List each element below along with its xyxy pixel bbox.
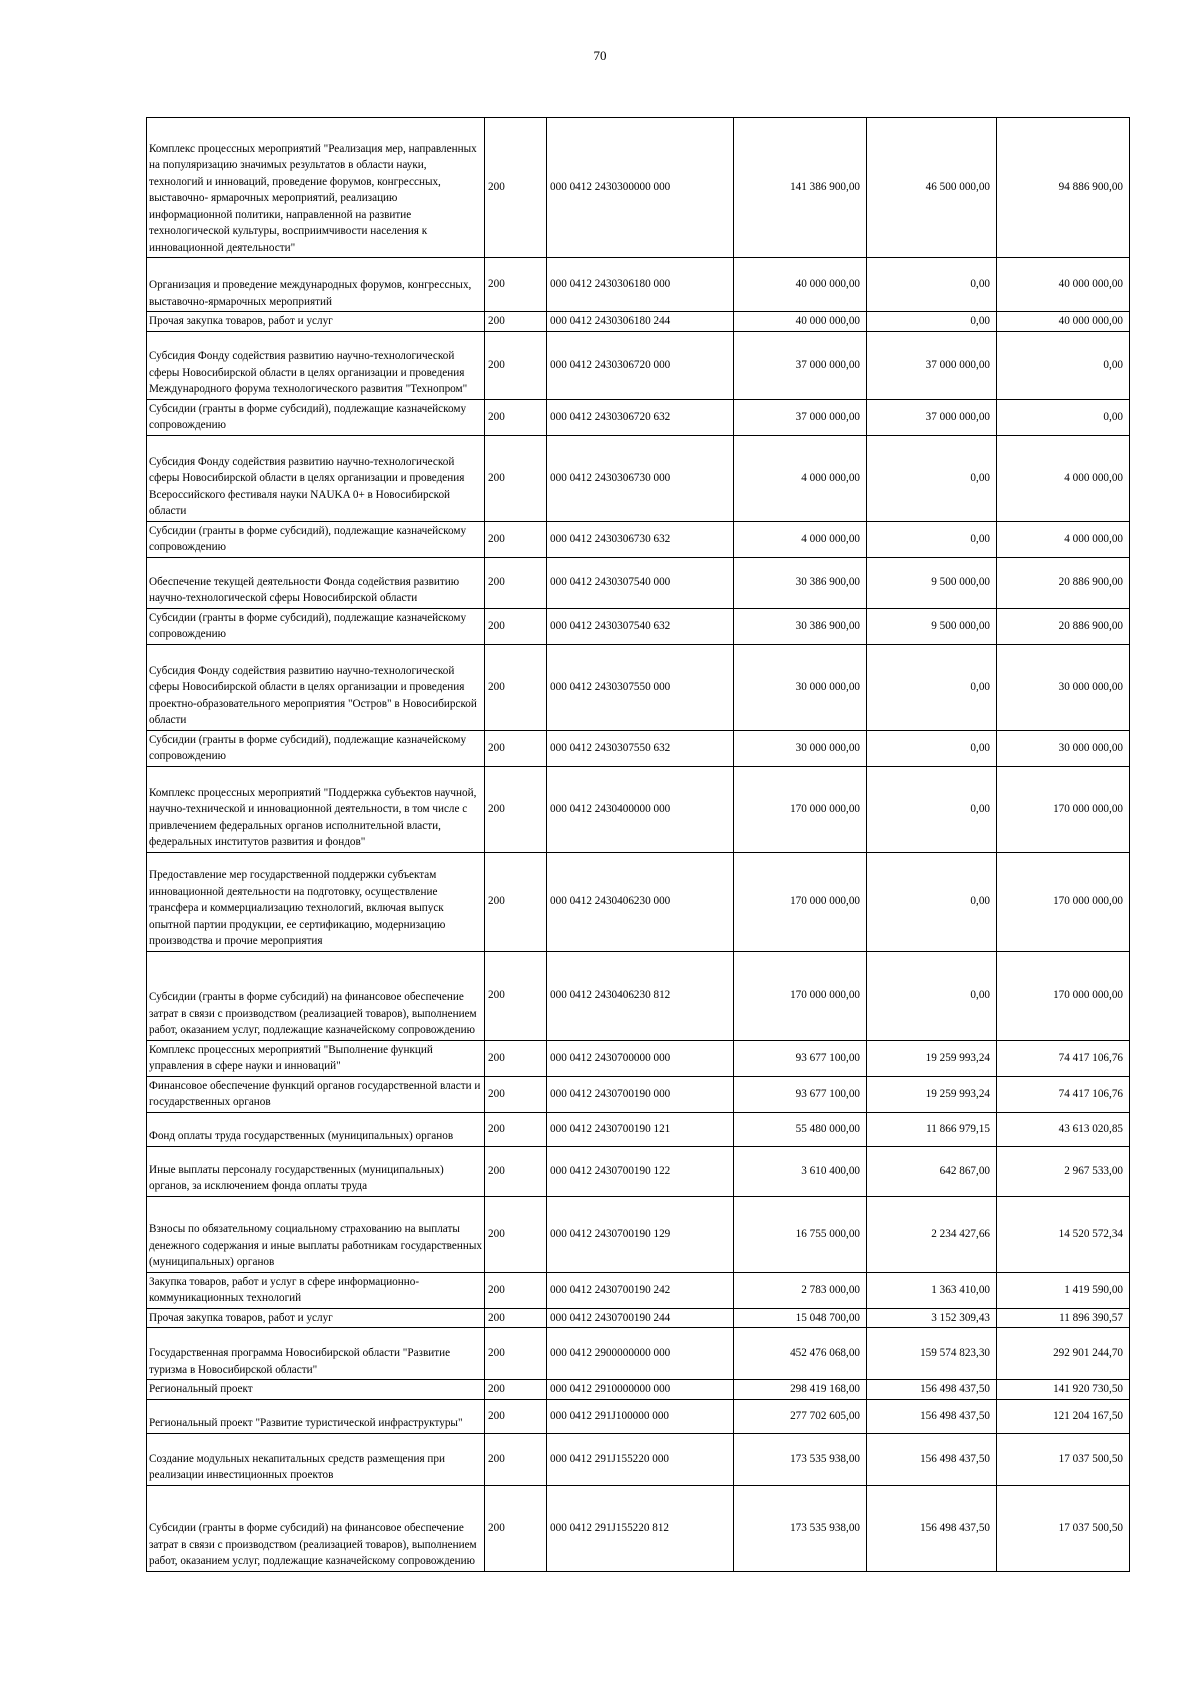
row-name-cell: Субсидии (гранты в форме субсидий), подлежащие казначейскому сопровождению — [147, 521, 485, 557]
row-budget-code-cell: 000 0412 2430700190 242 — [547, 1272, 734, 1308]
row-name-cell: Региональный проект — [147, 1380, 485, 1400]
row-executed-amount-cell: 11 866 979,15 — [867, 1112, 997, 1146]
row-code-cell: 200 — [485, 1328, 547, 1380]
row-budget-code-cell: 000 0412 2430307550 000 — [547, 644, 734, 730]
row-code-cell: 200 — [485, 435, 547, 521]
row-executed-amount-cell: 9 500 000,00 — [867, 608, 997, 644]
row-name-cell: Субсидии (гранты в форме субсидий), подлежащие казначейскому сопровождению — [147, 399, 485, 435]
row-budget-code-cell: 000 0412 2430700190 121 — [547, 1112, 734, 1146]
row-budget-code-cell: 000 0412 291J155220 812 — [547, 1485, 734, 1571]
row-name-cell: Создание модульных некапитальных средств размещения при реализации инвестиционных проектов — [147, 1433, 485, 1485]
row-executed-amount-cell: 37 000 000,00 — [867, 331, 997, 399]
row-budget-code-cell: 000 0412 2430306730 000 — [547, 435, 734, 521]
row-approved-amount-cell: 2 783 000,00 — [734, 1272, 867, 1308]
row-code-cell: 200 — [485, 1076, 547, 1112]
row-remaining-amount-cell: 17 037 500,50 — [997, 1485, 1130, 1571]
row-name-cell: Субсидии (гранты в форме субсидий) на финансовое обеспечение затрат в связи с производством (реализацией товаров), выполнением работ, оказанием услуг, подлежащие казначейскому сопровождению — [147, 1485, 485, 1571]
row-executed-amount-cell: 156 498 437,50 — [867, 1380, 997, 1400]
row-budget-code-cell: 000 0412 2430306720 632 — [547, 399, 734, 435]
table-row — [147, 258, 1130, 312]
row-name-cell: Государственная программа Новосибирской области "Развитие туризма в Новосибирской области" — [147, 1328, 485, 1380]
row-approved-amount-cell: 93 677 100,00 — [734, 1076, 867, 1112]
table-row — [147, 1076, 1130, 1112]
table-row — [147, 1380, 1130, 1400]
row-code-cell: 200 — [485, 1146, 547, 1196]
row-executed-amount-cell: 0,00 — [867, 766, 997, 852]
row-remaining-amount-cell: 94 886 900,00 — [997, 118, 1130, 258]
row-code-cell: 200 — [485, 852, 547, 951]
row-remaining-amount-cell: 14 520 572,34 — [997, 1196, 1130, 1272]
row-budget-code-cell: 000 0412 2430700190 244 — [547, 1308, 734, 1328]
row-name-cell: Обеспечение текущей деятельности Фонда содействия развитию научно-технологической сферы Новосибирской области — [147, 557, 485, 608]
row-budget-code-cell: 000 0412 2430700000 000 — [547, 1040, 734, 1076]
row-executed-amount-cell: 19 259 993,24 — [867, 1076, 997, 1112]
table-row — [147, 730, 1130, 766]
row-code-cell: 200 — [485, 1308, 547, 1328]
row-code-cell: 200 — [485, 331, 547, 399]
table-row — [147, 1433, 1130, 1485]
table-row — [147, 1196, 1130, 1272]
row-budget-code-cell: 000 0412 2430400000 000 — [547, 766, 734, 852]
table-row — [147, 852, 1130, 951]
row-approved-amount-cell: 298 419 168,00 — [734, 1380, 867, 1400]
row-executed-amount-cell: 46 500 000,00 — [867, 118, 997, 258]
row-name-cell: Субсидия Фонду содействия развитию научно-технологической сферы Новосибирской области в целях организации и проведения Международного форума технологического развития "Технопром" — [147, 331, 485, 399]
row-name-cell: Комплекс процессных мероприятий "Реализация мер, направленных на популяризацию значимых результатов в области науки, технологий и инноваций, проведение форумов, конгрессных, выставочно- ярмарочных мероприятий, реализацию информационной политики, направленной на развитие технологической культуры, восприимчивости населения к инновационной деятельности" — [147, 118, 485, 258]
row-budget-code-cell: 000 0412 2430700190 129 — [547, 1196, 734, 1272]
row-approved-amount-cell: 15 048 700,00 — [734, 1308, 867, 1328]
row-code-cell: 200 — [485, 399, 547, 435]
row-approved-amount-cell: 170 000 000,00 — [734, 766, 867, 852]
row-executed-amount-cell: 3 152 309,43 — [867, 1308, 997, 1328]
row-executed-amount-cell: 0,00 — [867, 435, 997, 521]
row-executed-amount-cell: 0,00 — [867, 852, 997, 951]
row-code-cell: 200 — [485, 951, 547, 1040]
row-approved-amount-cell: 55 480 000,00 — [734, 1112, 867, 1146]
row-budget-code-cell: 000 0412 2430406230 000 — [547, 852, 734, 951]
budget-table — [146, 117, 1130, 1572]
row-executed-amount-cell: 19 259 993,24 — [867, 1040, 997, 1076]
row-budget-code-cell: 000 0412 2430300000 000 — [547, 118, 734, 258]
row-executed-amount-cell: 2 234 427,66 — [867, 1196, 997, 1272]
row-remaining-amount-cell: 40 000 000,00 — [997, 258, 1130, 312]
row-remaining-amount-cell: 20 886 900,00 — [997, 608, 1130, 644]
row-executed-amount-cell: 0,00 — [867, 951, 997, 1040]
row-remaining-amount-cell: 17 037 500,50 — [997, 1433, 1130, 1485]
row-remaining-amount-cell: 170 000 000,00 — [997, 766, 1130, 852]
row-name-cell: Предоставление мер государственной поддержки субъектам инновационной деятельности на подготовку, осуществление трансфера и коммерциализацию технологий, включая выпуск опытной партии продукции, ее сертификацию, модернизацию производства и прочие мероприятия — [147, 852, 485, 951]
row-name-cell: Комплекс процессных мероприятий "Поддержка субъектов научной, научно-технической и инновационной деятельности, в том числе с привлечением федеральных органов исполнительной власти, федеральных институтов развития и фондов" — [147, 766, 485, 852]
row-name-cell: Субсидии (гранты в форме субсидий), подлежащие казначейскому сопровождению — [147, 730, 485, 766]
row-remaining-amount-cell: 0,00 — [997, 331, 1130, 399]
row-code-cell: 200 — [485, 608, 547, 644]
row-approved-amount-cell: 30 000 000,00 — [734, 644, 867, 730]
row-budget-code-cell: 000 0412 2430700190 122 — [547, 1146, 734, 1196]
table-row — [147, 1146, 1130, 1196]
row-code-cell: 200 — [485, 644, 547, 730]
table-row — [147, 644, 1130, 730]
row-budget-code-cell: 000 0412 2430307540 632 — [547, 608, 734, 644]
row-budget-code-cell: 000 0412 2430306180 000 — [547, 258, 734, 312]
row-executed-amount-cell: 156 498 437,50 — [867, 1399, 997, 1433]
row-remaining-amount-cell: 141 920 730,50 — [997, 1380, 1130, 1400]
row-budget-code-cell: 000 0412 291J100000 000 — [547, 1399, 734, 1433]
row-budget-code-cell: 000 0412 2430306180 244 — [547, 312, 734, 332]
row-approved-amount-cell: 170 000 000,00 — [734, 951, 867, 1040]
row-code-cell: 200 — [485, 1112, 547, 1146]
row-approved-amount-cell: 30 386 900,00 — [734, 608, 867, 644]
row-remaining-amount-cell: 170 000 000,00 — [997, 951, 1130, 1040]
row-approved-amount-cell: 40 000 000,00 — [734, 258, 867, 312]
row-remaining-amount-cell: 0,00 — [997, 399, 1130, 435]
row-remaining-amount-cell: 2 967 533,00 — [997, 1146, 1130, 1196]
row-executed-amount-cell: 0,00 — [867, 521, 997, 557]
row-code-cell: 200 — [485, 1399, 547, 1433]
row-remaining-amount-cell: 4 000 000,00 — [997, 435, 1130, 521]
row-code-cell: 200 — [485, 1040, 547, 1076]
row-remaining-amount-cell: 20 886 900,00 — [997, 557, 1130, 608]
row-approved-amount-cell: 170 000 000,00 — [734, 852, 867, 951]
row-approved-amount-cell: 16 755 000,00 — [734, 1196, 867, 1272]
row-approved-amount-cell: 30 386 900,00 — [734, 557, 867, 608]
row-approved-amount-cell: 277 702 605,00 — [734, 1399, 867, 1433]
row-approved-amount-cell: 3 610 400,00 — [734, 1146, 867, 1196]
row-name-cell: Закупка товаров, работ и услуг в сфере информационно-коммуникационных технологий — [147, 1272, 485, 1308]
row-name-cell: Субсидии (гранты в форме субсидий) на финансовое обеспечение затрат в связи с производством (реализацией товаров), выполнением работ, оказанием услуг, подлежащие казначейскому сопровождению — [147, 951, 485, 1040]
row-remaining-amount-cell: 43 613 020,85 — [997, 1112, 1130, 1146]
row-executed-amount-cell: 156 498 437,50 — [867, 1485, 997, 1571]
row-name-cell: Субсидии (гранты в форме субсидий), подлежащие казначейскому сопровождению — [147, 608, 485, 644]
row-approved-amount-cell: 173 535 938,00 — [734, 1433, 867, 1485]
row-executed-amount-cell: 0,00 — [867, 730, 997, 766]
row-approved-amount-cell: 173 535 938,00 — [734, 1485, 867, 1571]
row-name-cell: Субсидия Фонду содействия развитию научно-технологической сферы Новосибирской области в целях организации и проведения проектно-образовательного мероприятия "Остров" в Новосибирской области — [147, 644, 485, 730]
row-approved-amount-cell: 40 000 000,00 — [734, 312, 867, 332]
table-row — [147, 1112, 1130, 1146]
row-executed-amount-cell: 0,00 — [867, 258, 997, 312]
row-approved-amount-cell: 141 386 900,00 — [734, 118, 867, 258]
row-budget-code-cell: 000 0412 2900000000 000 — [547, 1328, 734, 1380]
row-budget-code-cell: 000 0412 2430306730 632 — [547, 521, 734, 557]
row-name-cell: Субсидия Фонду содействия развитию научно-технологической сферы Новосибирской области в целях организации и проведения Всероссийского фестиваля науки NAUKA 0+ в Новосибирской области — [147, 435, 485, 521]
table-row — [147, 1485, 1130, 1571]
row-approved-amount-cell: 452 476 068,00 — [734, 1328, 867, 1380]
row-executed-amount-cell: 159 574 823,30 — [867, 1328, 997, 1380]
row-remaining-amount-cell: 74 417 106,76 — [997, 1040, 1130, 1076]
row-name-cell: Региональный проект "Развитие туристической инфраструктуры" — [147, 1399, 485, 1433]
table-row — [147, 1308, 1130, 1328]
row-code-cell: 200 — [485, 118, 547, 258]
table-row — [147, 1040, 1130, 1076]
row-code-cell: 200 — [485, 1272, 547, 1308]
table-row — [147, 331, 1130, 399]
row-executed-amount-cell: 1 363 410,00 — [867, 1272, 997, 1308]
page-number: 70 — [593, 48, 607, 63]
row-code-cell: 200 — [485, 1196, 547, 1272]
table-row — [147, 1399, 1130, 1433]
row-name-cell: Комплекс процессных мероприятий "Выполнение функций управления в сфере науки и инноваций" — [147, 1040, 485, 1076]
row-remaining-amount-cell: 4 000 000,00 — [997, 521, 1130, 557]
row-executed-amount-cell: 642 867,00 — [867, 1146, 997, 1196]
row-approved-amount-cell: 30 000 000,00 — [734, 730, 867, 766]
row-name-cell: Организация и проведение международных форумов, конгрессных, выставочно-ярмарочных мероприятий — [147, 258, 485, 312]
row-code-cell: 200 — [485, 730, 547, 766]
row-remaining-amount-cell: 40 000 000,00 — [997, 312, 1130, 332]
row-budget-code-cell: 000 0412 291J155220 000 — [547, 1433, 734, 1485]
table-row — [147, 557, 1130, 608]
table-row — [147, 312, 1130, 332]
row-remaining-amount-cell: 292 901 244,70 — [997, 1328, 1130, 1380]
row-budget-code-cell: 000 0412 2430307540 000 — [547, 557, 734, 608]
row-remaining-amount-cell: 74 417 106,76 — [997, 1076, 1130, 1112]
table-row — [147, 118, 1130, 258]
row-remaining-amount-cell: 121 204 167,50 — [997, 1399, 1130, 1433]
row-remaining-amount-cell: 170 000 000,00 — [997, 852, 1130, 951]
table-row — [147, 766, 1130, 852]
row-code-cell: 200 — [485, 1485, 547, 1571]
row-code-cell: 200 — [485, 1433, 547, 1485]
row-executed-amount-cell: 37 000 000,00 — [867, 399, 997, 435]
row-name-cell: Иные выплаты персоналу государственных (муниципальных) органов, за исключением фонда оплаты труда — [147, 1146, 485, 1196]
row-remaining-amount-cell: 30 000 000,00 — [997, 644, 1130, 730]
row-name-cell: Взносы по обязательному социальному страхованию на выплаты денежного содержания и иные выплаты работникам государственных (муниципальных) органов — [147, 1196, 485, 1272]
row-approved-amount-cell: 37 000 000,00 — [734, 399, 867, 435]
row-approved-amount-cell: 37 000 000,00 — [734, 331, 867, 399]
row-budget-code-cell: 000 0412 2430406230 812 — [547, 951, 734, 1040]
budget-table-body — [147, 118, 1130, 1572]
row-approved-amount-cell: 93 677 100,00 — [734, 1040, 867, 1076]
row-name-cell: Финансовое обеспечение функций органов государственной власти и государственных органов — [147, 1076, 485, 1112]
row-executed-amount-cell: 0,00 — [867, 644, 997, 730]
row-code-cell: 200 — [485, 1380, 547, 1400]
row-budget-code-cell: 000 0412 2430700190 000 — [547, 1076, 734, 1112]
table-row — [147, 951, 1130, 1040]
row-code-cell: 200 — [485, 521, 547, 557]
row-budget-code-cell: 000 0412 2430307550 632 — [547, 730, 734, 766]
row-approved-amount-cell: 4 000 000,00 — [734, 435, 867, 521]
row-name-cell: Прочая закупка товаров, работ и услуг — [147, 312, 485, 332]
row-code-cell: 200 — [485, 557, 547, 608]
row-remaining-amount-cell: 30 000 000,00 — [997, 730, 1130, 766]
row-code-cell: 200 — [485, 766, 547, 852]
table-row — [147, 1328, 1130, 1380]
table-row — [147, 435, 1130, 521]
table-row — [147, 521, 1130, 557]
table-row — [147, 608, 1130, 644]
table-row — [147, 399, 1130, 435]
row-name-cell: Прочая закупка товаров, работ и услуг — [147, 1308, 485, 1328]
row-executed-amount-cell: 9 500 000,00 — [867, 557, 997, 608]
row-executed-amount-cell: 156 498 437,50 — [867, 1433, 997, 1485]
row-remaining-amount-cell: 11 896 390,57 — [997, 1308, 1130, 1328]
row-approved-amount-cell: 4 000 000,00 — [734, 521, 867, 557]
row-executed-amount-cell: 0,00 — [867, 312, 997, 332]
row-code-cell: 200 — [485, 312, 547, 332]
row-code-cell: 200 — [485, 258, 547, 312]
row-budget-code-cell: 000 0412 2430306720 000 — [547, 331, 734, 399]
row-remaining-amount-cell: 1 419 590,00 — [997, 1272, 1130, 1308]
row-name-cell: Фонд оплаты труда государственных (муниципальных) органов — [147, 1112, 485, 1146]
row-budget-code-cell: 000 0412 2910000000 000 — [547, 1380, 734, 1400]
table-row — [147, 1272, 1130, 1308]
